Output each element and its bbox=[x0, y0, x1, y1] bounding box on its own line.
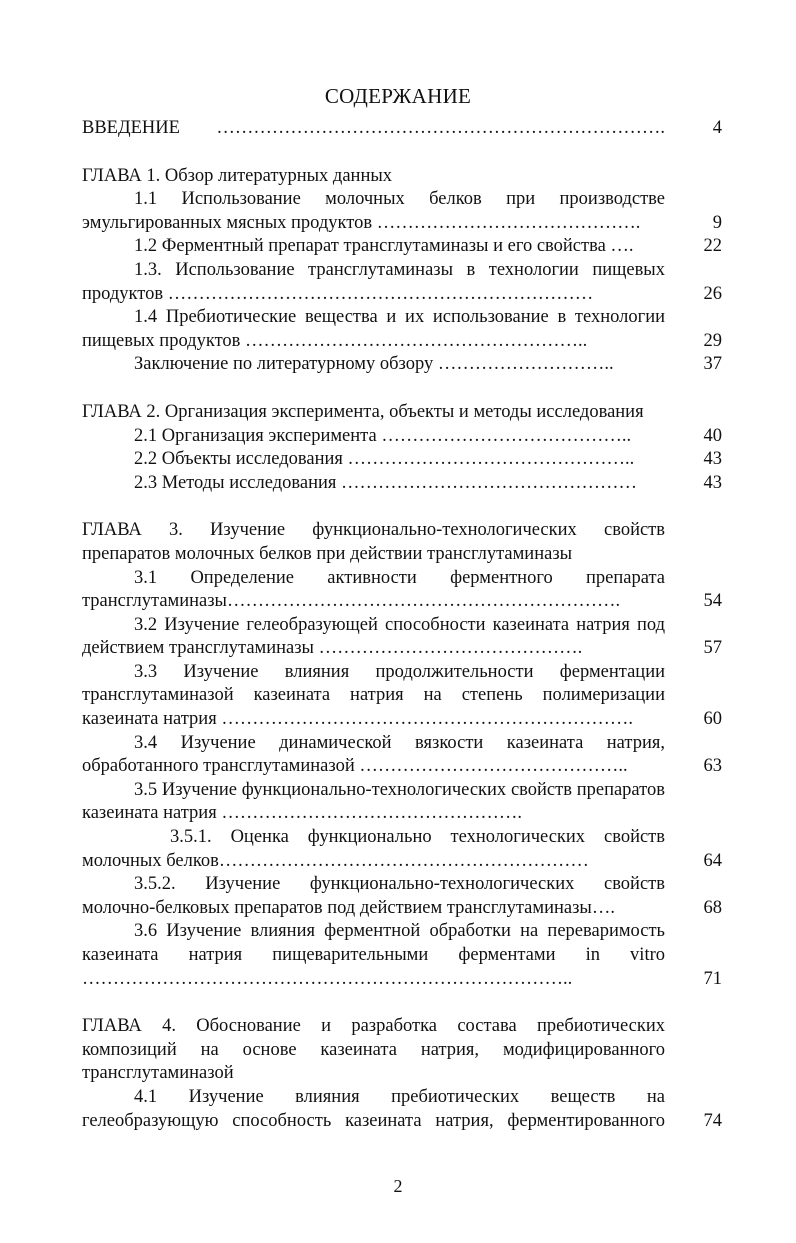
toc-entry-page: 54 bbox=[703, 591, 722, 612]
page-title: СОДЕРЖАНИЕ bbox=[324, 84, 472, 108]
toc-entry-page: 43 bbox=[703, 449, 722, 470]
toc-entry-text: 1.4 Пребиотические вещества и их использование в технологии пищевых продуктов ……………………………………………….. bbox=[82, 307, 665, 351]
toc-entry-page: 60 bbox=[703, 709, 722, 730]
toc-entry-text: Заключение по литературному обзору ……………………….. bbox=[134, 354, 614, 375]
toc-entry-page: 40 bbox=[703, 425, 722, 446]
toc-entry-page: 26 bbox=[703, 283, 722, 304]
toc-entry-text: 1.1 Использование молочных белков при производстве эмульгированных мясных продуктов ……………………………………. bbox=[82, 189, 665, 233]
toc-entry-3-5-1 bbox=[82, 826, 722, 873]
toc-entry-1-4 bbox=[82, 306, 722, 353]
toc-entry-text: 3.5.2. Изучение функционально-технологических свойств молочно-белковых препаратов под действием трансглутаминазы…. bbox=[82, 874, 665, 918]
toc-entry-page: 9 bbox=[712, 212, 722, 233]
toc-entry-text: 3.6 Изучение влияния ферментной обработки на переваримость казеината натрия пищеварительными ферментами in vitro …………………………………………………………………….. bbox=[82, 921, 665, 989]
toc-entry-text: 3.2 Изучение гелеобразующей способности казеината натрия под действием трансглутаминазы ……………………………………. bbox=[82, 614, 665, 659]
toc-entry-page: 4 bbox=[712, 118, 722, 138]
toc-entry-text: ГЛАВА 4. Обоснование и разработка состава пребиотических композиций на основе казеината натрия, модифицированного трансглутаминазой bbox=[82, 1016, 665, 1084]
toc-entry-page: 43 bbox=[703, 472, 722, 493]
toc-entry-3-5-2 bbox=[82, 873, 722, 920]
toc-entry-page: 37 bbox=[703, 354, 722, 375]
toc-entry-1-1 bbox=[82, 188, 722, 235]
toc-entry-2-1 bbox=[82, 425, 722, 449]
toc-entry-text: ВВЕДЕНИЕ ………………………………………………………………. bbox=[82, 118, 665, 138]
toc-entry-text: 2.1 Организация эксперимента ………………………………….. bbox=[134, 425, 632, 446]
toc-entry-introduction bbox=[82, 117, 722, 141]
toc-entry-2-3 bbox=[82, 472, 722, 496]
table-of-contents bbox=[82, 117, 722, 1133]
toc-chapter-1 bbox=[82, 165, 722, 189]
toc-entry-text: 2.2 Объекты исследования ……………………………………….. bbox=[134, 449, 635, 470]
toc-chapter-4 bbox=[82, 1015, 722, 1086]
page-number: 2 bbox=[393, 1176, 403, 1196]
toc-entry-text: 1.3. Использование трансглутаминазы в технологии пищевых продуктов …………………………………………………………… bbox=[82, 259, 665, 304]
toc-entry-text: 3.4 Изучение динамической вязкости казеината натрия, обработанного трансглутаминазой …………………………………….. bbox=[82, 732, 665, 777]
toc-entry-text: 3.3 Изучение влияния продолжительности ферментации трансглутаминазой казеината натрия на степень полимеризации казеината натрия …………………………………………………………. bbox=[82, 661, 665, 730]
toc-entry-page: 57 bbox=[703, 638, 722, 659]
toc-entry-3-5 bbox=[82, 779, 722, 826]
toc-entry-conclusion bbox=[82, 353, 722, 377]
toc-entry-3-2 bbox=[82, 614, 722, 661]
toc-entry-1-2 bbox=[82, 235, 722, 259]
toc-entry-text: 1.2 Ферментный препарат трансглутаминазы и его свойства …. bbox=[134, 236, 634, 257]
toc-entry-text: 3.1 Определение активности ферментного препарата трансглутаминазы………………………………………………………. bbox=[82, 567, 665, 612]
toc-entry-2-2 bbox=[82, 448, 722, 472]
toc-entry-3-1 bbox=[82, 567, 722, 614]
toc-entry-page: 63 bbox=[703, 756, 722, 777]
toc-entry-page: 68 bbox=[703, 897, 722, 918]
toc-entry-3-6 bbox=[82, 920, 722, 991]
toc-entry-page: 74 bbox=[703, 1110, 722, 1131]
toc-entry-page: 64 bbox=[703, 850, 722, 871]
toc-chapter-3 bbox=[82, 519, 722, 566]
toc-entry-text: 3.5 Изучение функционально-технологических свойств препаратов казеината натрия …………………………………………. bbox=[82, 779, 665, 824]
toc-entry-text: ГЛАВА 1. Обзор литературных данных bbox=[82, 165, 393, 186]
toc-entry-text: 3.5.1. Оценка функционально технологических свойств молочных белков…………………………………………………… bbox=[82, 827, 665, 871]
toc-entry-text: ГЛАВА 3. Изучение функционально-технологических свойств препаратов молочных белков при действии трансглутаминазы bbox=[82, 520, 665, 564]
toc-entry-text: ГЛАВА 2. Организация эксперимента, объекты и методы исследования bbox=[82, 401, 644, 422]
toc-entry-1-3 bbox=[82, 259, 722, 306]
toc-entry-text: 2.3 Методы исследования ………………………………………… bbox=[134, 472, 638, 493]
toc-entry-4-1 bbox=[82, 1086, 722, 1133]
toc-entry-page: 29 bbox=[703, 330, 722, 351]
toc-entry-page: 22 bbox=[703, 236, 722, 257]
toc-chapter-2 bbox=[82, 401, 722, 425]
toc-entry-3-4 bbox=[82, 732, 722, 779]
toc-entry-page: 71 bbox=[703, 968, 722, 989]
toc-entry-text: 4.1 Изучение влияния пребиотических веществ на гелеобразующую способность казеината натрия, ферментированного bbox=[82, 1086, 665, 1131]
toc-entry-3-3 bbox=[82, 661, 722, 732]
